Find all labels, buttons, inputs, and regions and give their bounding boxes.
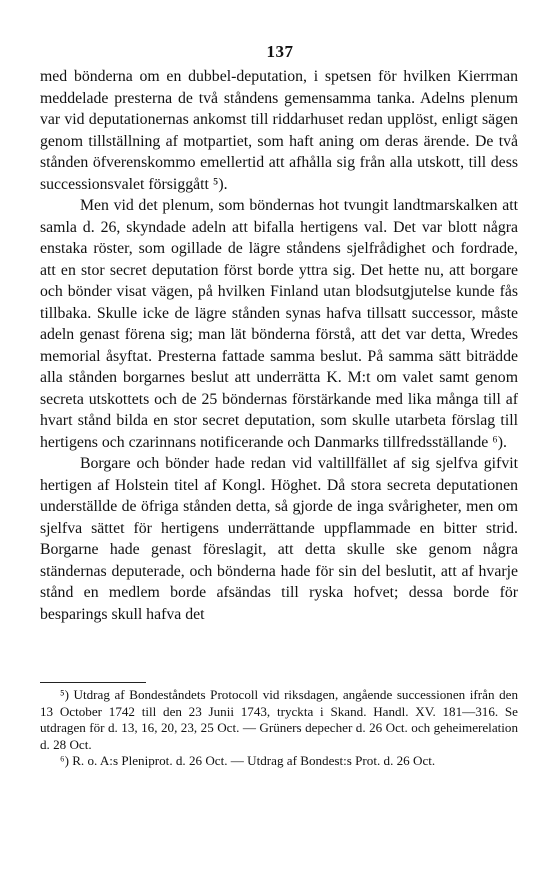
paragraph: med bönderna om en dubbel-deputation, i spetsen för hvilken Kierrman meddelade presterna de två ståndens gemensamma tanka. Adelns plenum var vid deputationernas ankomst till riddarhuset redan upplöst, enligt sägen genom tillställning af motpartiet, som haft aning om deras ärende. De två stånden öfverenskommo emellertid att afhålla sig från alla utskott, till dess successionsvalet försiggått ⁵).	[40, 68, 518, 193]
body-text	[40, 66, 518, 625]
footnote: ⁵) Utdrag af Bondeståndets Protocoll vid riksdagen, angående successionen ifrån den 13 October 1742 till den 23 Junii 1743, tryckta i Skand. Handl. XV. 181—316. Se utdragen för d. 13, 16, 20, 23, 25 Oct. — Grüners depecher d. 26 Oct. och geheimerelation d. 28 Oct.	[40, 687, 518, 752]
paragraph: Borgare och bönder hade redan vid valtillfället af sig sjelfva gifvit hertigen af Holstein titel af Kongl. Höghet. Då stora secreta deputationen underställde de öfriga stånden detta, så gjorde de inga svårigheter, men om sjelfva sättet för hertigens underrättande uppflammade en bitter strid. Borgarne hade genast föreslagit, att detta skulle ske genom några ständernas deputerade, och bönderna hade för sin del beslutit, att af hvarje stånd en medlem borde afsändas till ryska hofvet; dessa borde för besparings skull hafva det	[40, 455, 518, 623]
footnote-separator	[40, 682, 146, 683]
paragraph: Men vid det plenum, som böndernas hot tvungit landtmarskalken att samla d. 26, skyndade adeln att bifalla hertigens val. Det var blott några enstaka röster, som ogillade de lägre ståndens sjelfrådighet och fordrade, att en stor secret deputation först borde yttra sig. Det hette nu, att borgare och bönder visat vägen, på hvilken Finland utan blodsutgjutelse kunde fås tillbaka. Skulle icke de lägre stånden synas hafva tillsatt successor, måste adeln genast förena sig; man lät bönderna förstå, att det var detta, Wredes memorial åsyftat. Presterna fattade samma beslut. På samma sätt biträdde alla stånden borgarnes beslut att underrätta K. M:t om valet samt genom secreta utskottets och de 25 böndernas förstärkande med lika många till af hvart stånd bilda en stor secret deputation, som skulle utarbeta förslag till hertigens och czarinnans notificerande och Danmarks tillfredsställande ⁶).	[40, 197, 518, 451]
footnotes	[40, 687, 518, 770]
page-number: 137	[266, 42, 294, 61]
footnote: ⁶) R. o. A:s Pleniprot. d. 26 Oct. — Utdrag af Bondest:s Prot. d. 26 Oct.	[60, 753, 436, 768]
